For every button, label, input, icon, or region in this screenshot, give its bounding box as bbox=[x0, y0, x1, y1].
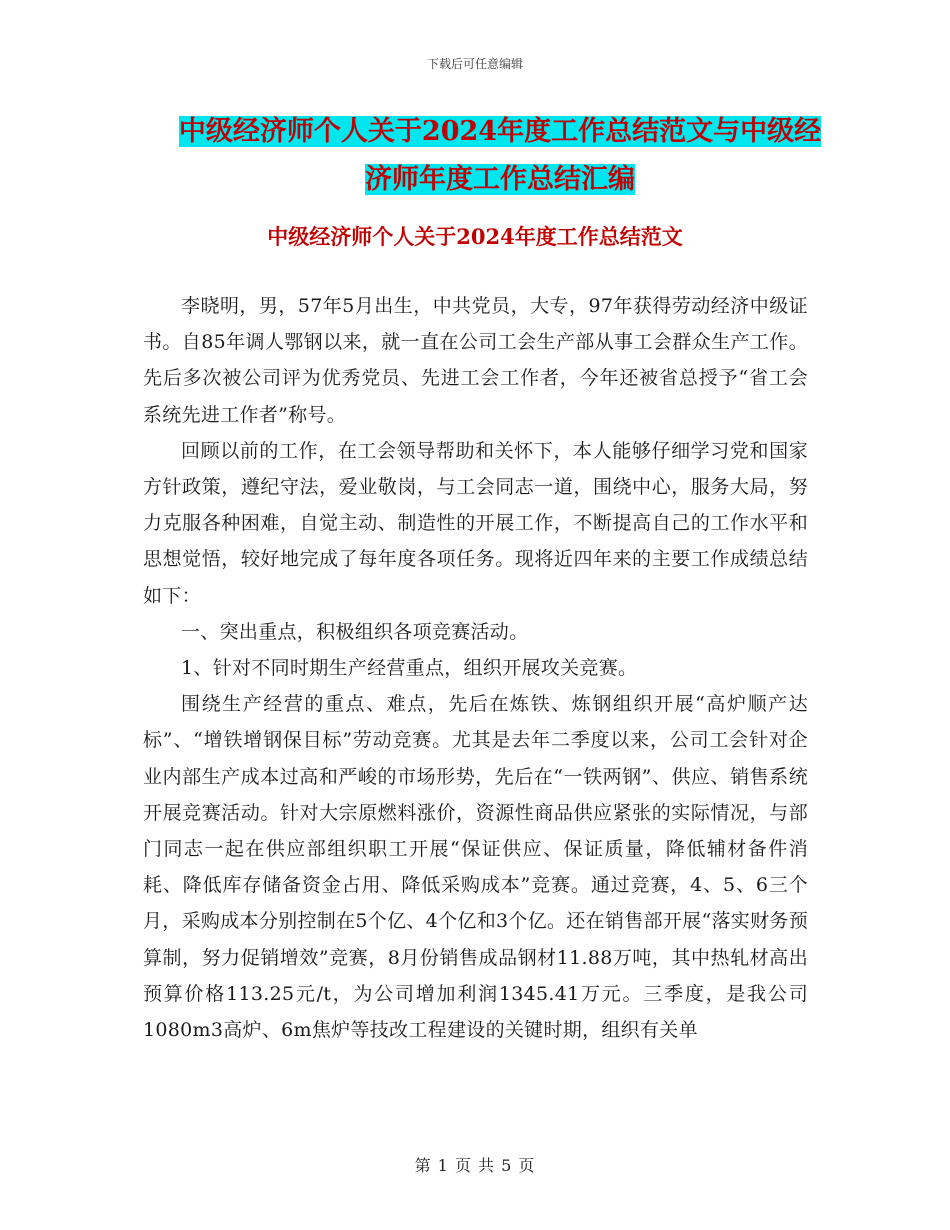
paragraph-intro: 李晓明，男，57年5月出生，中共党员，大专，97年获得劳动经济中级证书。自85年调人鄂钢以来，就一直在公司工会生产部从事工会群众生产工作。先后多次被公司评为优秀党员、先进工会工作者，今年还被省总授予“省工会系统先进工作者”称号。 bbox=[143, 295, 808, 426]
title-line-1: 中级经济师个人关于2024年度工作总结范文与中级经 bbox=[178, 116, 822, 147]
document-title bbox=[150, 108, 850, 204]
section-heading-1: 一、突出重点，积极组织各项竞赛活动。 bbox=[181, 620, 529, 643]
title-line-2: 济师年度工作总结汇编 bbox=[365, 164, 635, 195]
document-body bbox=[143, 288, 808, 1048]
section-title: 中级经济师个人关于2024年度工作总结范文 bbox=[267, 224, 683, 249]
paragraph-competition: 围绕生产经营的重点、难点，先后在炼铁、炼钢组织开展“高炉顺产达标”、“增铁增钢保目标”劳动竞赛。尤其是去年二季度以来，公司工会针对企业内部生产成本过高和严峻的市场形势，先后在“一铁两钢”、供应、销售系统开展竞赛活动。针对大宗原燃料涨价，资源性商品供应紧张的实际情况，与部门同志一起在供应部组织职工开展“保证供应、保证质量，降低辅材备件消耗、降低库存储备资金占用、降低采购成本”竞赛。通过竞赛，4、5、6三个月，采购成本分别控制在5个亿、4个亿和3个亿。还在销售部开展“落实财务预算制，努力促销增效”竞赛，8月份销售成品钢材11.88万吨，其中热轧材高出预算价格113.25元/t，为公司增加利润1345.41万元。三季度，是我公司1080m3高炉、6m焦炉等技改工程建设的关键时期，组织有关单 bbox=[143, 693, 808, 1042]
paragraph-review: 回顾以前的工作，在工会领导帮助和关怀下，本人能够仔细学习党和国家方针政策，遵纪守法，爱业敬岗，与工会同志一道，围绕中心，服务大局，努力克服各种困难，自觉主动、制造性的开展工作，不断提高自己的工作水平和思想觉悟，较好地完成了每年度各项任务。现将近四年来的主要工作成绩总结如下： bbox=[143, 439, 808, 607]
header-note: 下载后可任意编辑 bbox=[426, 57, 523, 71]
page-footer: 第 1 页 共 5 页 bbox=[414, 1156, 536, 1175]
subsection-heading-1: 1、针对不同时期生产经营重点，组织开展攻关竞赛。 bbox=[181, 657, 638, 680]
